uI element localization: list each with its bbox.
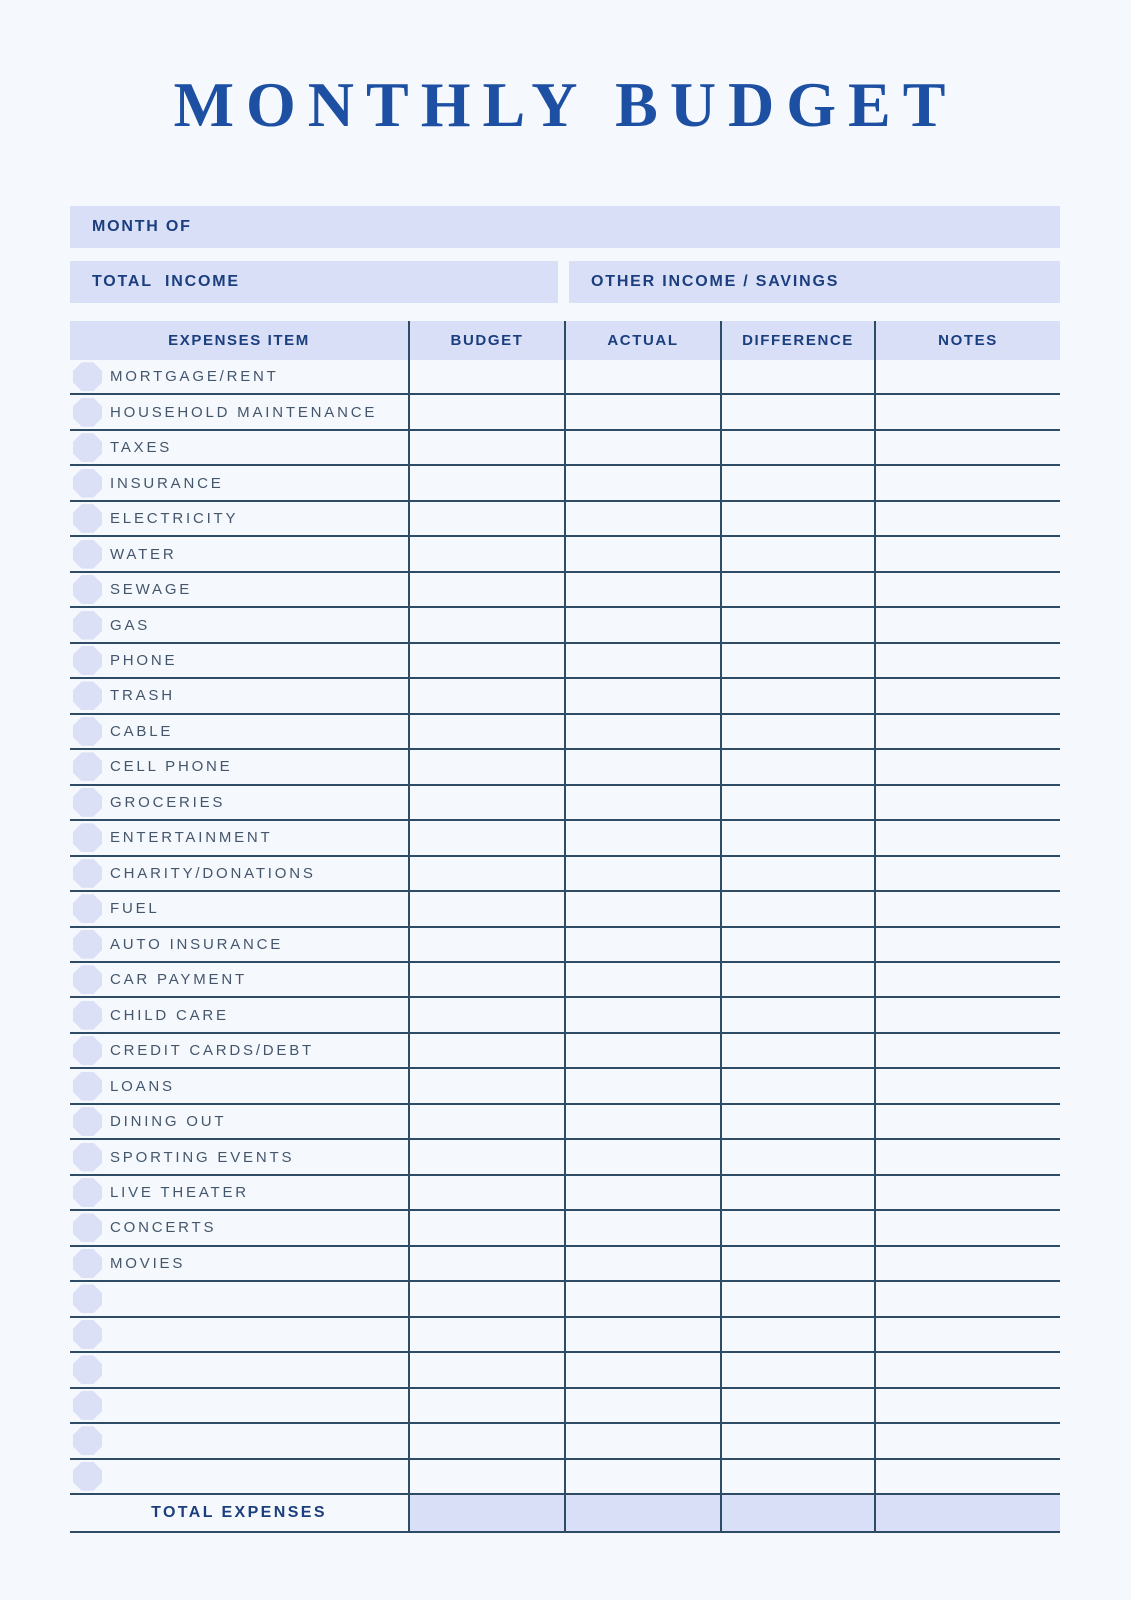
expense-item-cell <box>70 573 408 606</box>
notes-cell[interactable] <box>874 1176 1060 1209</box>
notes-cell[interactable] <box>874 1460 1060 1493</box>
difference-cell[interactable] <box>720 1353 874 1386</box>
budget-cell[interactable] <box>408 963 564 996</box>
expense-row <box>70 466 1060 501</box>
difference-cell[interactable] <box>720 1105 874 1138</box>
octagon-bullet-icon <box>73 469 102 498</box>
expense-row <box>70 998 1060 1033</box>
actual-cell[interactable] <box>564 786 720 819</box>
expense-label: CAR PAYMENT <box>110 971 247 989</box>
difference-cell[interactable] <box>720 679 874 712</box>
expense-label: TRASH <box>110 687 175 705</box>
budget-cell[interactable] <box>408 786 564 819</box>
total-difference-cell[interactable] <box>720 1495 874 1531</box>
expense-row <box>70 857 1060 892</box>
notes-cell[interactable] <box>874 928 1060 961</box>
budget-cell[interactable] <box>408 1211 564 1244</box>
notes-cell[interactable] <box>874 963 1060 996</box>
octagon-bullet-icon <box>73 1143 102 1172</box>
octagon-bullet-icon <box>73 504 102 533</box>
difference-cell[interactable] <box>720 821 874 854</box>
expense-label: MOVIES <box>110 1254 186 1272</box>
expense-row <box>70 928 1060 963</box>
actual-cell[interactable] <box>564 1176 720 1209</box>
header-cell-expenses-item: EXPENSES ITEM <box>168 332 310 349</box>
difference-cell[interactable] <box>720 1282 874 1315</box>
difference-cell[interactable] <box>720 1069 874 1102</box>
expense-label: GAS <box>110 616 151 634</box>
notes-cell[interactable] <box>874 573 1060 606</box>
budget-cell[interactable] <box>408 715 564 748</box>
expense-item-cell <box>70 466 408 499</box>
octagon-bullet-icon <box>73 823 102 852</box>
expense-label: ENTERTAINMENT <box>110 829 273 847</box>
other-income-savings-label: OTHER INCOME / SAVINGS <box>591 273 840 290</box>
expense-row <box>70 892 1060 927</box>
expense-item-cell <box>70 1140 408 1173</box>
difference-cell[interactable] <box>720 963 874 996</box>
octagon-bullet-icon <box>73 1320 102 1349</box>
difference-cell[interactable] <box>720 1389 874 1422</box>
expense-item-cell[interactable] <box>70 1460 408 1493</box>
budget-cell[interactable] <box>408 608 564 641</box>
difference-cell[interactable] <box>720 502 874 535</box>
notes-cell[interactable] <box>874 1318 1060 1351</box>
difference-cell[interactable] <box>720 644 874 677</box>
difference-cell[interactable] <box>720 466 874 499</box>
notes-cell[interactable] <box>874 1140 1060 1173</box>
actual-cell[interactable] <box>564 821 720 854</box>
expense-label: FUEL <box>110 900 160 918</box>
empty-expense-row <box>70 1282 1060 1317</box>
budget-cell[interactable] <box>408 1424 564 1457</box>
expense-row <box>70 608 1060 643</box>
expense-item-cell <box>70 928 408 961</box>
budget-cell[interactable] <box>408 750 564 783</box>
octagon-bullet-icon <box>73 433 102 462</box>
actual-cell[interactable] <box>564 1424 720 1457</box>
notes-cell[interactable] <box>874 537 1060 570</box>
notes-cell[interactable] <box>874 1069 1060 1102</box>
expense-row <box>70 644 1060 679</box>
expense-row <box>70 750 1060 785</box>
notes-cell[interactable] <box>874 1353 1060 1386</box>
empty-expense-row <box>70 1424 1060 1459</box>
actual-cell[interactable] <box>564 1211 720 1244</box>
actual-cell[interactable] <box>564 1282 720 1315</box>
total-actual-cell[interactable] <box>564 1495 720 1531</box>
expense-label: CHARITY/DONATIONS <box>110 864 316 882</box>
octagon-bullet-icon <box>73 1178 102 1207</box>
expense-item-cell <box>70 786 408 819</box>
actual-cell[interactable] <box>564 1034 720 1067</box>
expense-item-cell <box>70 892 408 925</box>
expense-row <box>70 360 1060 395</box>
expense-row <box>70 573 1060 608</box>
octagon-bullet-icon <box>73 398 102 427</box>
octagon-bullet-icon <box>73 1355 102 1384</box>
octagon-bullet-icon <box>73 1036 102 1065</box>
expense-row <box>70 715 1060 750</box>
expense-item-cell <box>70 395 408 428</box>
expense-item-cell[interactable] <box>70 1389 408 1422</box>
expense-label: HOUSEHOLD MAINTENANCE <box>110 403 378 421</box>
actual-cell[interactable] <box>564 1140 720 1173</box>
expense-label: CABLE <box>110 722 174 740</box>
actual-cell[interactable] <box>564 644 720 677</box>
expense-row <box>70 1105 1060 1140</box>
notes-cell[interactable] <box>874 998 1060 1031</box>
expense-row <box>70 679 1060 714</box>
notes-cell[interactable] <box>874 431 1060 464</box>
empty-expense-row <box>70 1460 1060 1495</box>
total-notes-cell[interactable] <box>874 1495 1060 1531</box>
expense-label: CREDIT CARDS/DEBT <box>110 1042 315 1060</box>
expense-item-cell <box>70 1069 408 1102</box>
difference-cell[interactable] <box>720 857 874 890</box>
budget-cell[interactable] <box>408 1069 564 1102</box>
expense-row <box>70 1069 1060 1104</box>
actual-cell[interactable] <box>564 466 720 499</box>
notes-cell[interactable] <box>874 857 1060 890</box>
actual-cell[interactable] <box>564 679 720 712</box>
expense-row <box>70 395 1060 430</box>
notes-cell[interactable] <box>874 395 1060 428</box>
actual-cell[interactable] <box>564 715 720 748</box>
actual-cell[interactable] <box>564 1247 720 1280</box>
octagon-bullet-icon <box>73 930 102 959</box>
difference-cell[interactable] <box>720 1211 874 1244</box>
notes-cell[interactable] <box>874 644 1060 677</box>
budget-cell[interactable] <box>408 821 564 854</box>
expense-row <box>70 963 1060 998</box>
expense-row <box>70 1211 1060 1246</box>
total-income-bar[interactable] <box>70 261 558 303</box>
octagon-bullet-icon <box>73 1107 102 1136</box>
octagon-bullet-icon <box>73 611 102 640</box>
expense-item-cell <box>70 1176 408 1209</box>
octagon-bullet-icon <box>73 681 102 710</box>
difference-cell[interactable] <box>720 715 874 748</box>
actual-cell[interactable] <box>564 502 720 535</box>
difference-cell[interactable] <box>720 395 874 428</box>
expense-row <box>70 1140 1060 1175</box>
empty-expense-row <box>70 1353 1060 1388</box>
budget-cell[interactable] <box>408 1247 564 1280</box>
budget-cell[interactable] <box>408 1140 564 1173</box>
octagon-bullet-icon <box>73 1001 102 1030</box>
expense-label: LIVE THEATER <box>110 1184 249 1202</box>
actual-cell[interactable] <box>564 1389 720 1422</box>
expense-item-cell <box>70 537 408 570</box>
expense-item-cell <box>70 821 408 854</box>
actual-cell[interactable] <box>564 608 720 641</box>
expense-item-cell <box>70 1247 408 1280</box>
budget-cell[interactable] <box>408 892 564 925</box>
table-header-row <box>70 321 1060 360</box>
header-cell-actual: ACTUAL <box>564 321 720 360</box>
budget-cell[interactable] <box>408 1034 564 1067</box>
difference-cell[interactable] <box>720 537 874 570</box>
expense-label: AUTO INSURANCE <box>110 935 284 953</box>
header-cell-difference: DIFFERENCE <box>720 321 874 360</box>
expense-label: SPORTING EVENTS <box>110 1148 295 1166</box>
actual-cell[interactable] <box>564 1105 720 1138</box>
expense-item-cell <box>70 679 408 712</box>
actual-cell[interactable] <box>564 928 720 961</box>
octagon-bullet-icon <box>73 1249 102 1278</box>
difference-cell[interactable] <box>720 608 874 641</box>
octagon-bullet-icon <box>73 1462 102 1491</box>
notes-cell[interactable] <box>874 1247 1060 1280</box>
difference-cell[interactable] <box>720 431 874 464</box>
notes-cell[interactable] <box>874 1389 1060 1422</box>
budget-cell[interactable] <box>408 1282 564 1315</box>
expense-item-cell <box>70 360 408 393</box>
expense-item-cell <box>70 1211 408 1244</box>
difference-cell[interactable] <box>720 573 874 606</box>
budget-cell[interactable] <box>408 466 564 499</box>
total-income-label: TOTAL INCOME <box>92 273 240 290</box>
budget-cell[interactable] <box>408 1353 564 1386</box>
notes-cell[interactable] <box>874 1424 1060 1457</box>
octagon-bullet-icon <box>73 646 102 675</box>
budget-cell[interactable] <box>408 998 564 1031</box>
budget-cell[interactable] <box>408 644 564 677</box>
notes-cell[interactable] <box>874 786 1060 819</box>
actual-cell[interactable] <box>564 360 720 393</box>
budget-cell[interactable] <box>408 1105 564 1138</box>
notes-cell[interactable] <box>874 715 1060 748</box>
octagon-bullet-icon <box>73 1426 102 1455</box>
difference-cell[interactable] <box>720 1424 874 1457</box>
difference-cell[interactable] <box>720 892 874 925</box>
budget-cell[interactable] <box>408 1389 564 1422</box>
difference-cell[interactable] <box>720 1034 874 1067</box>
expense-label: SEWAGE <box>110 581 193 599</box>
actual-cell[interactable] <box>564 1069 720 1102</box>
octagon-bullet-icon <box>73 788 102 817</box>
expense-label: WATER <box>110 545 177 563</box>
expense-label: LOANS <box>110 1077 175 1095</box>
notes-cell[interactable] <box>874 1211 1060 1244</box>
expense-item-cell <box>70 750 408 783</box>
expense-item-cell <box>70 963 408 996</box>
budget-cell[interactable] <box>408 1318 564 1351</box>
difference-cell[interactable] <box>720 1176 874 1209</box>
octagon-bullet-icon <box>73 1072 102 1101</box>
expense-row <box>70 821 1060 856</box>
octagon-bullet-icon <box>73 575 102 604</box>
expense-label: GROCERIES <box>110 793 226 811</box>
expense-item-cell[interactable] <box>70 1282 408 1315</box>
actual-cell[interactable] <box>564 1353 720 1386</box>
expense-item-cell <box>70 431 408 464</box>
expense-label: MORTGAGE/RENT <box>110 368 279 386</box>
expense-item-cell <box>70 1105 408 1138</box>
expense-row <box>70 1176 1060 1211</box>
expense-row <box>70 431 1060 466</box>
notes-cell[interactable] <box>874 750 1060 783</box>
octagon-bullet-icon <box>73 1213 102 1242</box>
budget-cell[interactable] <box>408 1176 564 1209</box>
notes-cell[interactable] <box>874 608 1060 641</box>
expense-label: INSURANCE <box>110 474 224 492</box>
expense-label: TAXES <box>110 439 173 457</box>
notes-cell[interactable] <box>874 466 1060 499</box>
octagon-bullet-icon <box>73 540 102 569</box>
actual-cell[interactable] <box>564 395 720 428</box>
expense-item-cell[interactable] <box>70 1424 408 1457</box>
difference-cell[interactable] <box>720 928 874 961</box>
expense-item-cell <box>70 502 408 535</box>
notes-cell[interactable] <box>874 892 1060 925</box>
month-of-label: MONTH OF <box>92 218 192 235</box>
actual-cell[interactable] <box>564 963 720 996</box>
total-row <box>70 1495 1060 1533</box>
actual-cell[interactable] <box>564 1460 720 1493</box>
difference-cell[interactable] <box>720 1140 874 1173</box>
expenses-table <box>70 321 1060 1533</box>
expense-row <box>70 1247 1060 1282</box>
empty-expense-row <box>70 1318 1060 1353</box>
octagon-bullet-icon <box>73 362 102 391</box>
actual-cell[interactable] <box>564 750 720 783</box>
empty-expense-row <box>70 1389 1060 1424</box>
budget-cell[interactable] <box>408 857 564 890</box>
expense-label: DINING OUT <box>110 1113 227 1131</box>
actual-cell[interactable] <box>564 857 720 890</box>
actual-cell[interactable] <box>564 1318 720 1351</box>
octagon-bullet-icon <box>73 894 102 923</box>
octagon-bullet-icon <box>73 1391 102 1420</box>
expense-item-cell[interactable] <box>70 1318 408 1351</box>
budget-cell[interactable] <box>408 573 564 606</box>
notes-cell[interactable] <box>874 1034 1060 1067</box>
page-title: MONTHLY BUDGET <box>173 69 958 140</box>
notes-cell[interactable] <box>874 679 1060 712</box>
octagon-bullet-icon <box>73 717 102 746</box>
total-expenses-label: TOTAL EXPENSES <box>151 1504 327 1521</box>
expense-item-cell <box>70 998 408 1031</box>
budget-cell[interactable] <box>408 537 564 570</box>
expense-label: CELL PHONE <box>110 758 233 776</box>
notes-cell[interactable] <box>874 821 1060 854</box>
expense-item-cell <box>70 608 408 641</box>
budget-cell[interactable] <box>408 1460 564 1493</box>
octagon-bullet-icon <box>73 752 102 781</box>
expense-row <box>70 1034 1060 1069</box>
actual-cell[interactable] <box>564 431 720 464</box>
month-of-bar[interactable] <box>70 206 1060 248</box>
total-expenses-label-cell <box>70 1495 408 1531</box>
budget-cell[interactable] <box>408 395 564 428</box>
header-cell-budget: BUDGET <box>408 321 564 360</box>
difference-cell[interactable] <box>720 786 874 819</box>
notes-cell[interactable] <box>874 1105 1060 1138</box>
notes-cell[interactable] <box>874 1282 1060 1315</box>
budget-cell[interactable] <box>408 928 564 961</box>
expense-label: PHONE <box>110 651 178 669</box>
table-body <box>70 360 1060 1495</box>
actual-cell[interactable] <box>564 537 720 570</box>
octagon-bullet-icon <box>73 859 102 888</box>
budget-cell[interactable] <box>408 360 564 393</box>
header-cell-notes: NOTES <box>874 321 1060 360</box>
expense-item-cell[interactable] <box>70 1353 408 1386</box>
difference-cell[interactable] <box>720 1247 874 1280</box>
total-budget-cell[interactable] <box>408 1495 564 1531</box>
notes-cell[interactable] <box>874 502 1060 535</box>
difference-cell[interactable] <box>720 360 874 393</box>
difference-cell[interactable] <box>720 1460 874 1493</box>
notes-cell[interactable] <box>874 360 1060 393</box>
other-income-savings-bar[interactable] <box>569 261 1060 303</box>
expense-item-cell <box>70 644 408 677</box>
difference-cell[interactable] <box>720 998 874 1031</box>
difference-cell[interactable] <box>720 1318 874 1351</box>
actual-cell[interactable] <box>564 998 720 1031</box>
expense-row <box>70 502 1060 537</box>
budget-cell[interactable] <box>408 679 564 712</box>
octagon-bullet-icon <box>73 965 102 994</box>
expense-row <box>70 786 1060 821</box>
expense-row <box>70 537 1060 572</box>
actual-cell[interactable] <box>564 573 720 606</box>
expense-item-cell <box>70 1034 408 1067</box>
expense-label: CONCERTS <box>110 1219 217 1237</box>
expense-label: ELECTRICITY <box>110 510 239 528</box>
octagon-bullet-icon <box>73 1284 102 1313</box>
difference-cell[interactable] <box>720 750 874 783</box>
expense-label: CHILD CARE <box>110 1006 229 1024</box>
budget-cell[interactable] <box>408 502 564 535</box>
budget-cell[interactable] <box>408 431 564 464</box>
expense-item-cell <box>70 715 408 748</box>
expense-item-cell <box>70 857 408 890</box>
actual-cell[interactable] <box>564 892 720 925</box>
